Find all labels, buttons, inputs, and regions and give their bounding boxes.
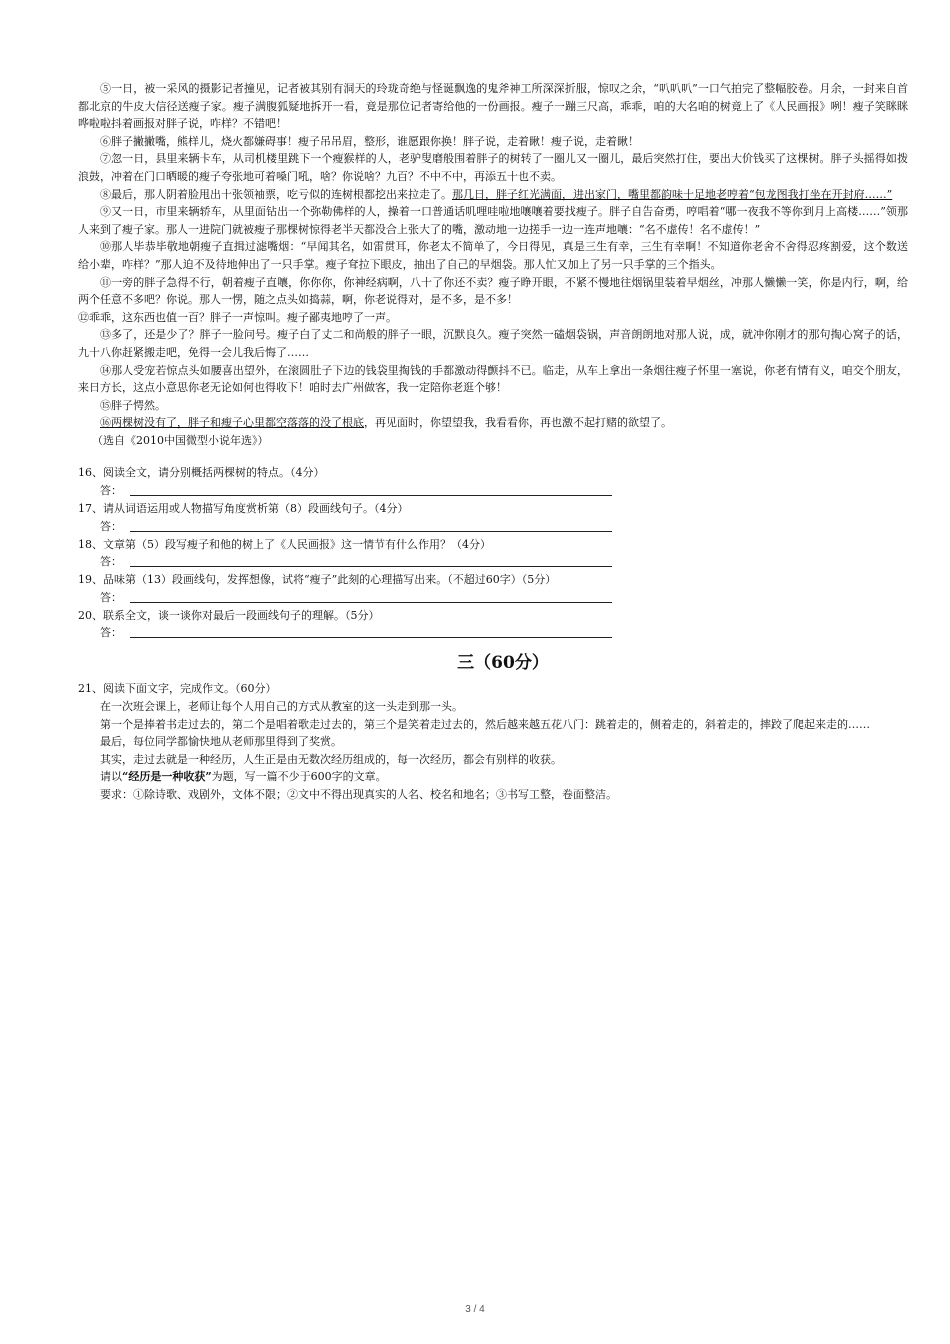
essay-requirements: 要求：①除诗歌、戏剧外，文体不限；②文中不得出现真实的人名、校名和地名；③书写工整，卷面整洁。 (100, 788, 617, 801)
paragraph-11: ⑪一旁的胖子急得不行，朝着瘦子直嚷，你你你，你神经病啊，八十了你还不卖？瘦子睁开眼，不紧不慢地往烟锅里装着早烟丝，冲那人懒懒一笑，你是内行，啊，给两个任意不多吧？你说。那人一愣，随之点头如捣蒜，啊，你老说得对，是不多，是不多！ (78, 275, 908, 307)
paragraph-16 (78, 414, 908, 432)
answer-20[interactable] (78, 624, 908, 642)
essay-prompt (78, 768, 908, 786)
page-number: 3 / 4 (465, 1304, 485, 1315)
paragraph-12: ⑫乖乖，这东西也值一百？胖子一声惊叫。瘦子鄙夷地哼了一声。 (78, 310, 397, 324)
section-3-title: 三（60分） (457, 653, 549, 674)
answer-line (130, 566, 612, 567)
essay-prompt-post: 为题，写一篇不少于600字的文章。 (211, 770, 387, 784)
paragraph-10: ⑩那人毕恭毕敬地朝瘦子直揖过滤嘴烟：“早闻其名，如雷贯耳，你老太不简单了，今日得见，真是三生有幸，三生有幸啊！不知道你老舍不舍得忍疼割爱，这个数送给小辈，咋样？”那人迫不及待地伸出了一只手掌。瘦子耷拉下眼皮，抽出了自己的早烟袋。那人忙又加上了另一只手掌的三个指头。 (78, 240, 908, 271)
passage-source: （选自《2010中国微型小说年选》） (92, 433, 269, 447)
answer-16[interactable] (78, 482, 908, 500)
prompt-line-3: 最后，每位同学都愉快地从老师那里得到了奖赏。 (100, 735, 342, 749)
answer-label: 答： (100, 590, 122, 604)
answer-18[interactable] (78, 553, 908, 571)
answer-line (130, 531, 612, 532)
paragraph-13: ⑬多了，还是少了？胖子一脸问号。瘦子白了丈二和尚般的胖子一眼，沉默良久。瘦子突然一磕烟袋锅，声音朗朗地对那人说，成，就冲你刚才的那句掏心窝子的话，九十八你赶紧搬走吧，免得一会儿我后悔了…… (78, 328, 908, 359)
question-21: 21、阅读下面文字，完成作文。（60分） (78, 682, 277, 696)
prompt-line-1: 在一次班会课上，老师让每个人用自己的方式从教室的这一头走到那一头。 (100, 700, 463, 714)
answer-label: 答： (100, 519, 122, 533)
essay-title: “经历是一种收获” (122, 770, 212, 784)
answer-label: 答： (100, 484, 122, 498)
answer-line (130, 495, 612, 496)
paragraph-16-text: ，再见面时，你望望我，我看看你，再也激不起打赌的欲望了。 (364, 416, 672, 430)
question-16: 16、阅读全文，请分别概括两棵树的特点。（4分） (78, 466, 325, 480)
paragraph-6: ⑥胖子撇撇嘴，熊样儿，烧火都嫌碍事！瘦子吊吊眉，整形，谁愿跟你换！胖子说，走着瞅！瘦子说，走着瞅！ (100, 134, 639, 148)
paragraph-8 (78, 186, 908, 204)
question-18: 18、文章第（5）段写瘦子和他的树上了《人民画报》这一情节有什么作用？（4分） (78, 537, 491, 551)
answer-19[interactable] (78, 589, 908, 607)
answer-label: 答： (100, 555, 122, 569)
paragraph-8-underlined: 那几日，胖子红光满面，进出家门，嘴里都韵味十足地老哼着“包龙图我打坐在开封府……” (452, 187, 893, 201)
question-17: 17、请从词语运用或人物描写角度赏析第（8）段画线句子。（4分） (78, 502, 409, 516)
essay-prompt-pre: 请以 (100, 770, 122, 784)
question-20: 20、联系全文，谈一谈你对最后一段画线句子的理解。（5分） (78, 608, 380, 622)
prompt-line-4: 其实，走过去就是一种经历，人生正是由无数次经历组成的，每一次经历，都会有别样的收获。 (100, 752, 562, 766)
answer-17[interactable] (78, 518, 908, 536)
paragraph-9: ⑨又一日，市里来辆轿车，从里面钻出一个弥勒佛样的人，操着一口普通话叽哩哇啦地嚷嚷着要找瘦子。胖子自告奋勇，哼唱着“哪一夜我不等你到月上高楼……”领那人来到了瘦子家。那人一进院门就被瘦子那棵树惊得老半天都没合上张大了的嘴，激动地一边搓手一边一连声地嚷：“名不虚传！名不虚传！” (78, 205, 908, 236)
answer-label: 答： (100, 626, 122, 640)
paragraph-5: ⑤一日，被一采风的摄影记者撞见，记者被其别有洞天的玲珑奇绝与怪诞飘逸的鬼斧神工所深深折服，惊叹之余，“叭叭叭”一口气拍完了整幅胶卷。月余，一封来自首都北京的牛皮大信径送瘦子家。瘦子满腹狐疑地拆开一看，竟是那位记者寄给他的一份画报。瘦子一蹦三尺高，乖乖，咱的大名咱的树竟上了《人民画报》咧！瘦子笑眯眯哗啦啦抖着画报对胖子说，咋样？不错吧！ (78, 82, 908, 131)
question-19: 19、品味第（13）段画线句，发挥想像，试将“瘦子”此刻的心理描写出来。（不超过60字）（5分） (78, 573, 557, 587)
answer-line (130, 602, 612, 603)
prompt-line-2: 第一个是捧着书走过去的，第二个是唱着歌走过去的，第三个是笑着走过去的，然后越来越五花八门：跳着走的，侧着走的，斜着走的，摔跤了爬起来走的…… (100, 717, 870, 731)
paragraph-15: ⑮胖子愕然。 (100, 398, 166, 412)
page-content (78, 80, 908, 804)
answer-line (130, 637, 612, 638)
paragraph-16-underlined: ⑯两棵树没有了，胖子和瘦子心里都空落落的没了根底 (100, 416, 364, 430)
paragraph-14: ⑭那人受宠若惊点头如腰喜出望外，在滚圆肚子下边的钱袋里掏钱的手都激动得颤抖不已。临走，从车上拿出一条烟往瘦子怀里一塞说，你老有情有义，咱交个朋友，来日方长，这点小意思你老无论如何也得收下！咱时去广州做客，我一定陪你老逛个够！ (78, 363, 908, 395)
paragraph-8-text: ⑧最后，那人阴着脸甩出十张领袖票，吃亏似的连树根都挖出来拉走了。 (100, 187, 452, 201)
paragraph-7: ⑦忽一日，县里来辆卡车，从司机楼里跳下一个瘦猴样的人，老驴叟磨般围着胖子的树转了一圈儿又一圈儿，最后突然打住，要出大价钱买了这棵树。胖子头摇得如拨浪鼓，冲着在门口晒暖的瘦子夸张地可着嗓门吼，啥？你说啥？九百？不中不中，再添五十也不卖。 (78, 152, 908, 183)
